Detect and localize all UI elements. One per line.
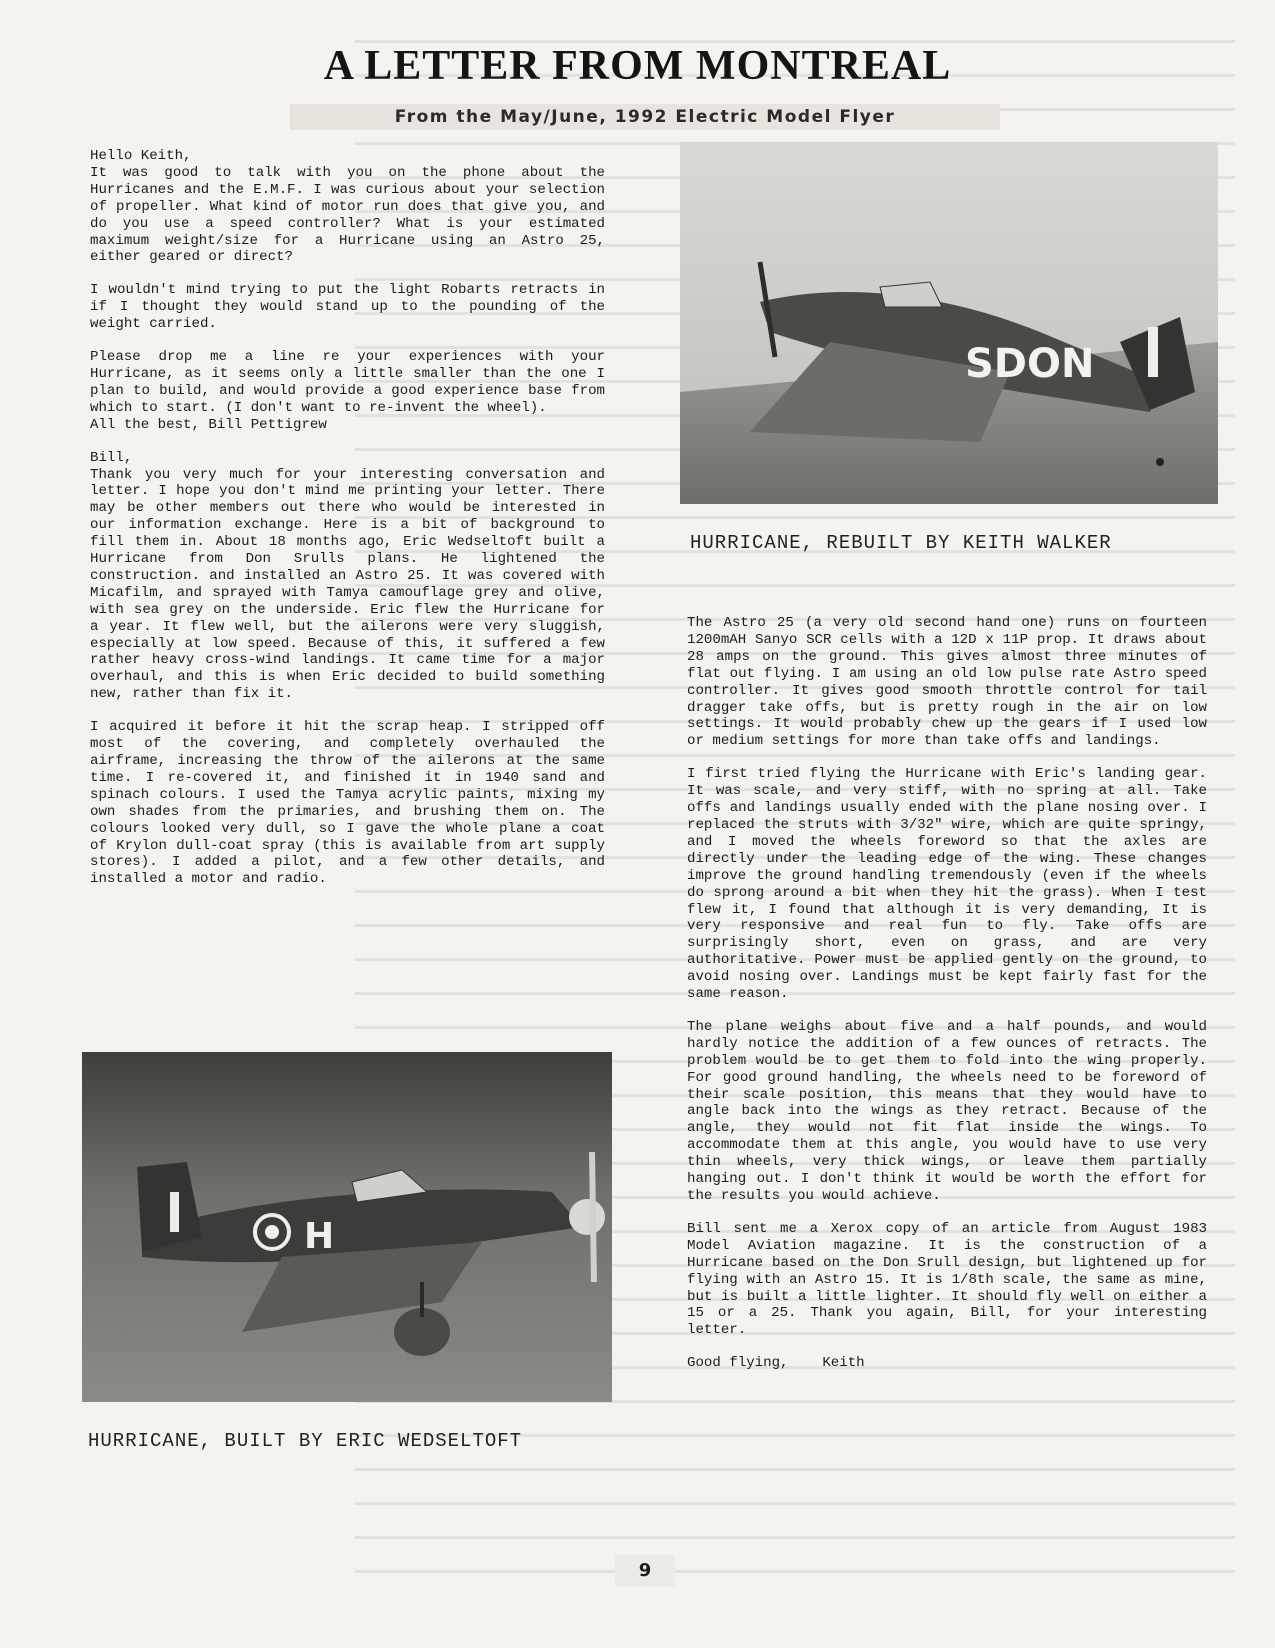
page-subtitle: From the May/June, 1992 Electric Model Flyer [290, 104, 1000, 130]
right-paragraph-1: The Astro 25 (a very old second hand one) runs on fourteen 1200mAH Sanyo SCR cells with a 12D x 11P prop. It draws about 28 amps on the ground. This gives almost three minutes of flat out flying. I am using an old low pulse rate Astro speed controller. It gives good smooth throttle control for tail dragger take offs, but is pretty rough in the air on low settings. It would probably chew up the gears if I used low or medium settings for more than take offs and landings. [687, 615, 1207, 750]
top-photo-caption: HURRICANE, REBUILT BY KEITH WALKER [690, 532, 1112, 554]
reply-paragraph-2: I acquired it before it hit the scrap heap. I stripped off most of the covering, and completely overhauled the airframe, increasing the throw of the ailerons at the same time. I re-covered it, and finished it in 1940 sand and spinach colours. I used the Tamya acrylic paints, mixing my own shades from the primaries, and brushing them on. The colours looked very dull, so I gave the whole plane a coat of Krylon dull-coat spray (this is available from art supply stores). I added a pilot, and a few other details, and installed a motor and radio. [90, 719, 605, 888]
photo-rebuilt-hurricane [680, 142, 1218, 504]
aircraft-letter-marking: H [304, 1216, 335, 1257]
left-column [90, 148, 605, 904]
reply-paragraph-1: Bill, Thank you very much for your interesting conversation and letter. I hope you don't mind me printing your letter. There may be other members out there who would be interested in our information exchange. Here is a bit of background to fill them in. About 18 months ago, Eric Wedseltoft built a Hurricane from Don Srulls plans. He lightened the construction. and installed an Astro 25. It was covered with Micafilm, and sprayed with Tamya camouflage grey and olive, with sea grey on the underside. Eric flew the Hurricane for a year. It flew well, but the ailerons were very sluggish, especially at low speed. Because of this, it suffered a few rather heavy cross-wind landings. It came time for a major overhaul, and this is when Eric decided to build something new, rather than fix it. [90, 449, 605, 703]
letter-paragraph-3: Please drop me a line re your experiences with your Hurricane, as it seems only a little smaller than the one I plan to build, and would provide a good experience base from which to start. (I don't want to re-invent the wheel). All the best, Bill Pettigrew [90, 349, 605, 433]
photo-original-hurricane [82, 1052, 612, 1402]
right-paragraph-3: The plane weighs about five and a half pounds, and would hardly notice the addition of a few ounces of retracts. The problem would be to get them to fold into the wing properly. For good ground handling, the wheels need to be foreword of their scale position, this means that they would have to angle back into the wings as they retract. Because of the angle, they would not fit flat inside the wings. To accommodate them at this angle, you would have to use very thin wheels, very thick wings, or leave them partially hanging out. I don't think it would be worth the effort for the results you would achieve. [687, 1018, 1207, 1204]
sign-off: Good flying, Keith [687, 1355, 865, 1372]
right-column [687, 615, 1207, 1388]
right-paragraph-2: I first tried flying the Hurricane with Eric's landing gear. It was scale, and very stiff, with no spring at all. Take offs and landings usually ended with the plane nosing over. I replaced the struts with 3/32" wire, which are quite springy, and I moved the wheels foreword so that the axles are directly under the leading edge of the wing. These changes improve the ground handling tremendously (even if the wheels do sprong around a bit when they hit the grass). When I test flew it, I found that although it is very demanding, It is very responsive and real fun to fly. Take offs are surprisingly short, even on grass, and are very authoritative. Power must be applied gently on the ground, to avoid nosing over. Landings must be kept fairly fast for the same reason. [687, 766, 1207, 1003]
right-paragraph-4: Bill sent me a Xerox copy of an article from August 1983 Model Aviation magazine. It is the construction of a Hurricane based on the Don Srull design, but lightened up for flying with an Astro 15. It is 1/8th scale, the same as mine, but is built a little lighter. It should fly well on either a 15 or a 25. Thank you again, Bill, for your interesting letter. [687, 1220, 1207, 1339]
page-number: 9 [615, 1555, 675, 1587]
letter-paragraph-1: Hello Keith, It was good to talk with you on the phone about the Hurricanes and the E.M.F. I was curious about your selection of propeller. What kind of motor run does that give you, and do you use a speed controller? What is your estimated maximum weight/size for a Hurricane using an Astro 25, either geared or direct? [90, 148, 605, 266]
page-title: A LETTER FROM MONTREAL [323, 43, 952, 89]
aircraft-code-marking: SDON [965, 341, 1095, 387]
letter-paragraph-2: I wouldn't mind trying to put the light Robarts retracts in if I thought they would stand up to the pounding of the weight carried. [90, 282, 605, 333]
bottom-photo-caption: HURRICANE, BUILT BY ERIC WEDSELTOFT [88, 1430, 523, 1452]
